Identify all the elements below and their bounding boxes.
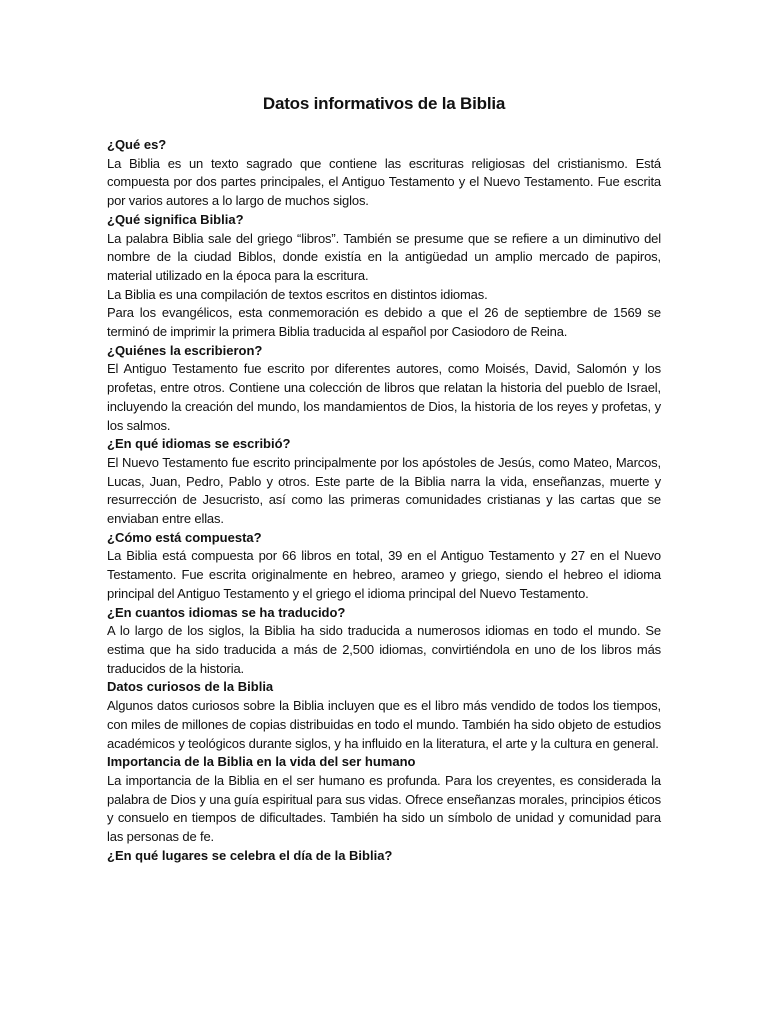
document-body [107, 136, 661, 865]
section-heading: ¿Quiénes la escribieron? [107, 342, 263, 358]
document-section [107, 435, 661, 529]
document-page [107, 93, 661, 865]
section-heading: ¿Qué es? [107, 137, 167, 152]
section-heading: Datos curiosos de la Biblia [107, 679, 274, 695]
section-paragraph: Para los evangélicos, esta conmemoración es debido a que el 26 de septiembre de 1569 se terminó de imprimir la primera Biblia traducida al español por Casiodoro de Reina. [107, 305, 661, 340]
document-section [107, 342, 661, 436]
section-heading: ¿Cómo está compuesta? [107, 529, 262, 545]
section-heading: ¿En qué lugares se celebra el día de la Biblia? [107, 847, 393, 863]
document-section [107, 753, 661, 847]
document-section [107, 604, 661, 679]
section-paragraph: A lo largo de los siglos, la Biblia ha sido traducida a numerosos idiomas en todo el mundo. Se estima que ha sido traducida a más de 2,500 idiomas, convirtiéndola en uno de los libros más traducidos de la historia. [107, 623, 661, 676]
document-section [107, 211, 661, 342]
document-section [107, 847, 661, 866]
section-paragraph: La Biblia está compuesta por 66 libros en total, 39 en el Antiguo Testamento y 27 en el Nuevo Testamento. Fue escrita originalmente en hebreo, arameo y griego, siendo el hebreo el idioma principal del Antiguo Testamento y el griego el idioma principal del Nuevo Testamento. [107, 548, 661, 601]
document-section [107, 136, 661, 211]
section-paragraph: La Biblia es un texto sagrado que contiene las escrituras religiosas del cristianismo. Está compuesta por dos partes principales, el Antiguo Testamento y el Nuevo Testamento. Fue escrita por varios autores a lo largo de muchos siglos. [107, 155, 661, 209]
document-section [107, 529, 661, 604]
section-heading: ¿En cuantos idiomas se ha traducido? [107, 604, 346, 620]
section-paragraph: La importancia de la Biblia en el ser humano es profunda. Para los creyentes, es considerada la palabra de Dios y una guía espiritual para sus vidas. Ofrece enseñanzas morales, principios éticos y consuelo en tiempos de dificultades. También ha sido un símbolo de unidad y comunidad para las personas de fe. [107, 772, 661, 845]
section-paragraph: El Antiguo Testamento fue escrito por diferentes autores, como Moisés, David, Salomón y los profetas, entre otros. Contiene una colección de libros que relatan la historia del pueblo de Israel, incluyendo la creación del mundo, los mandamientos de Dios, la historia de los reyes y profetas, y los salmos. [107, 361, 661, 433]
section-heading: Importancia de la Biblia en la vida del ser humano [107, 754, 416, 770]
section-paragraph: La palabra Biblia sale del griego “libros”. También se presume que se refiere a un diminutivo del nombre de la ciudad Biblos, donde existía en la antigüedad un amplio mercado de papiros, material utilizado en la época para la escritura. [107, 230, 661, 283]
document-section [107, 678, 661, 753]
document-title: Datos informativos de la Biblia [262, 94, 506, 113]
section-paragraph: La Biblia es una compilación de textos escritos en distintos idiomas. [107, 286, 488, 302]
section-paragraph: El Nuevo Testamento fue escrito principalmente por los apóstoles de Jesús, como Mateo, Marcos, Lucas, Juan, Pedro, Pablo y otros. Este parte de la Biblia narra la vida, enseñanzas, muerte y resurrección de Jesucristo, así como las primeras comunidades cristianas y las cartas que se enviaban entre ellas. [107, 454, 661, 527]
section-heading: ¿Qué significa Biblia? [107, 211, 244, 227]
section-heading: ¿En qué idiomas se escribió? [107, 436, 291, 452]
section-paragraph: Algunos datos curiosos sobre la Biblia incluyen que es el libro más vendido de todos los tiempos, con miles de millones de copias distribuidas en todo el mundo. También ha sido objeto de estudios académicos y teológicos durante siglos, y ha influido en la literatura, el arte y la cultura en general. [107, 698, 661, 751]
